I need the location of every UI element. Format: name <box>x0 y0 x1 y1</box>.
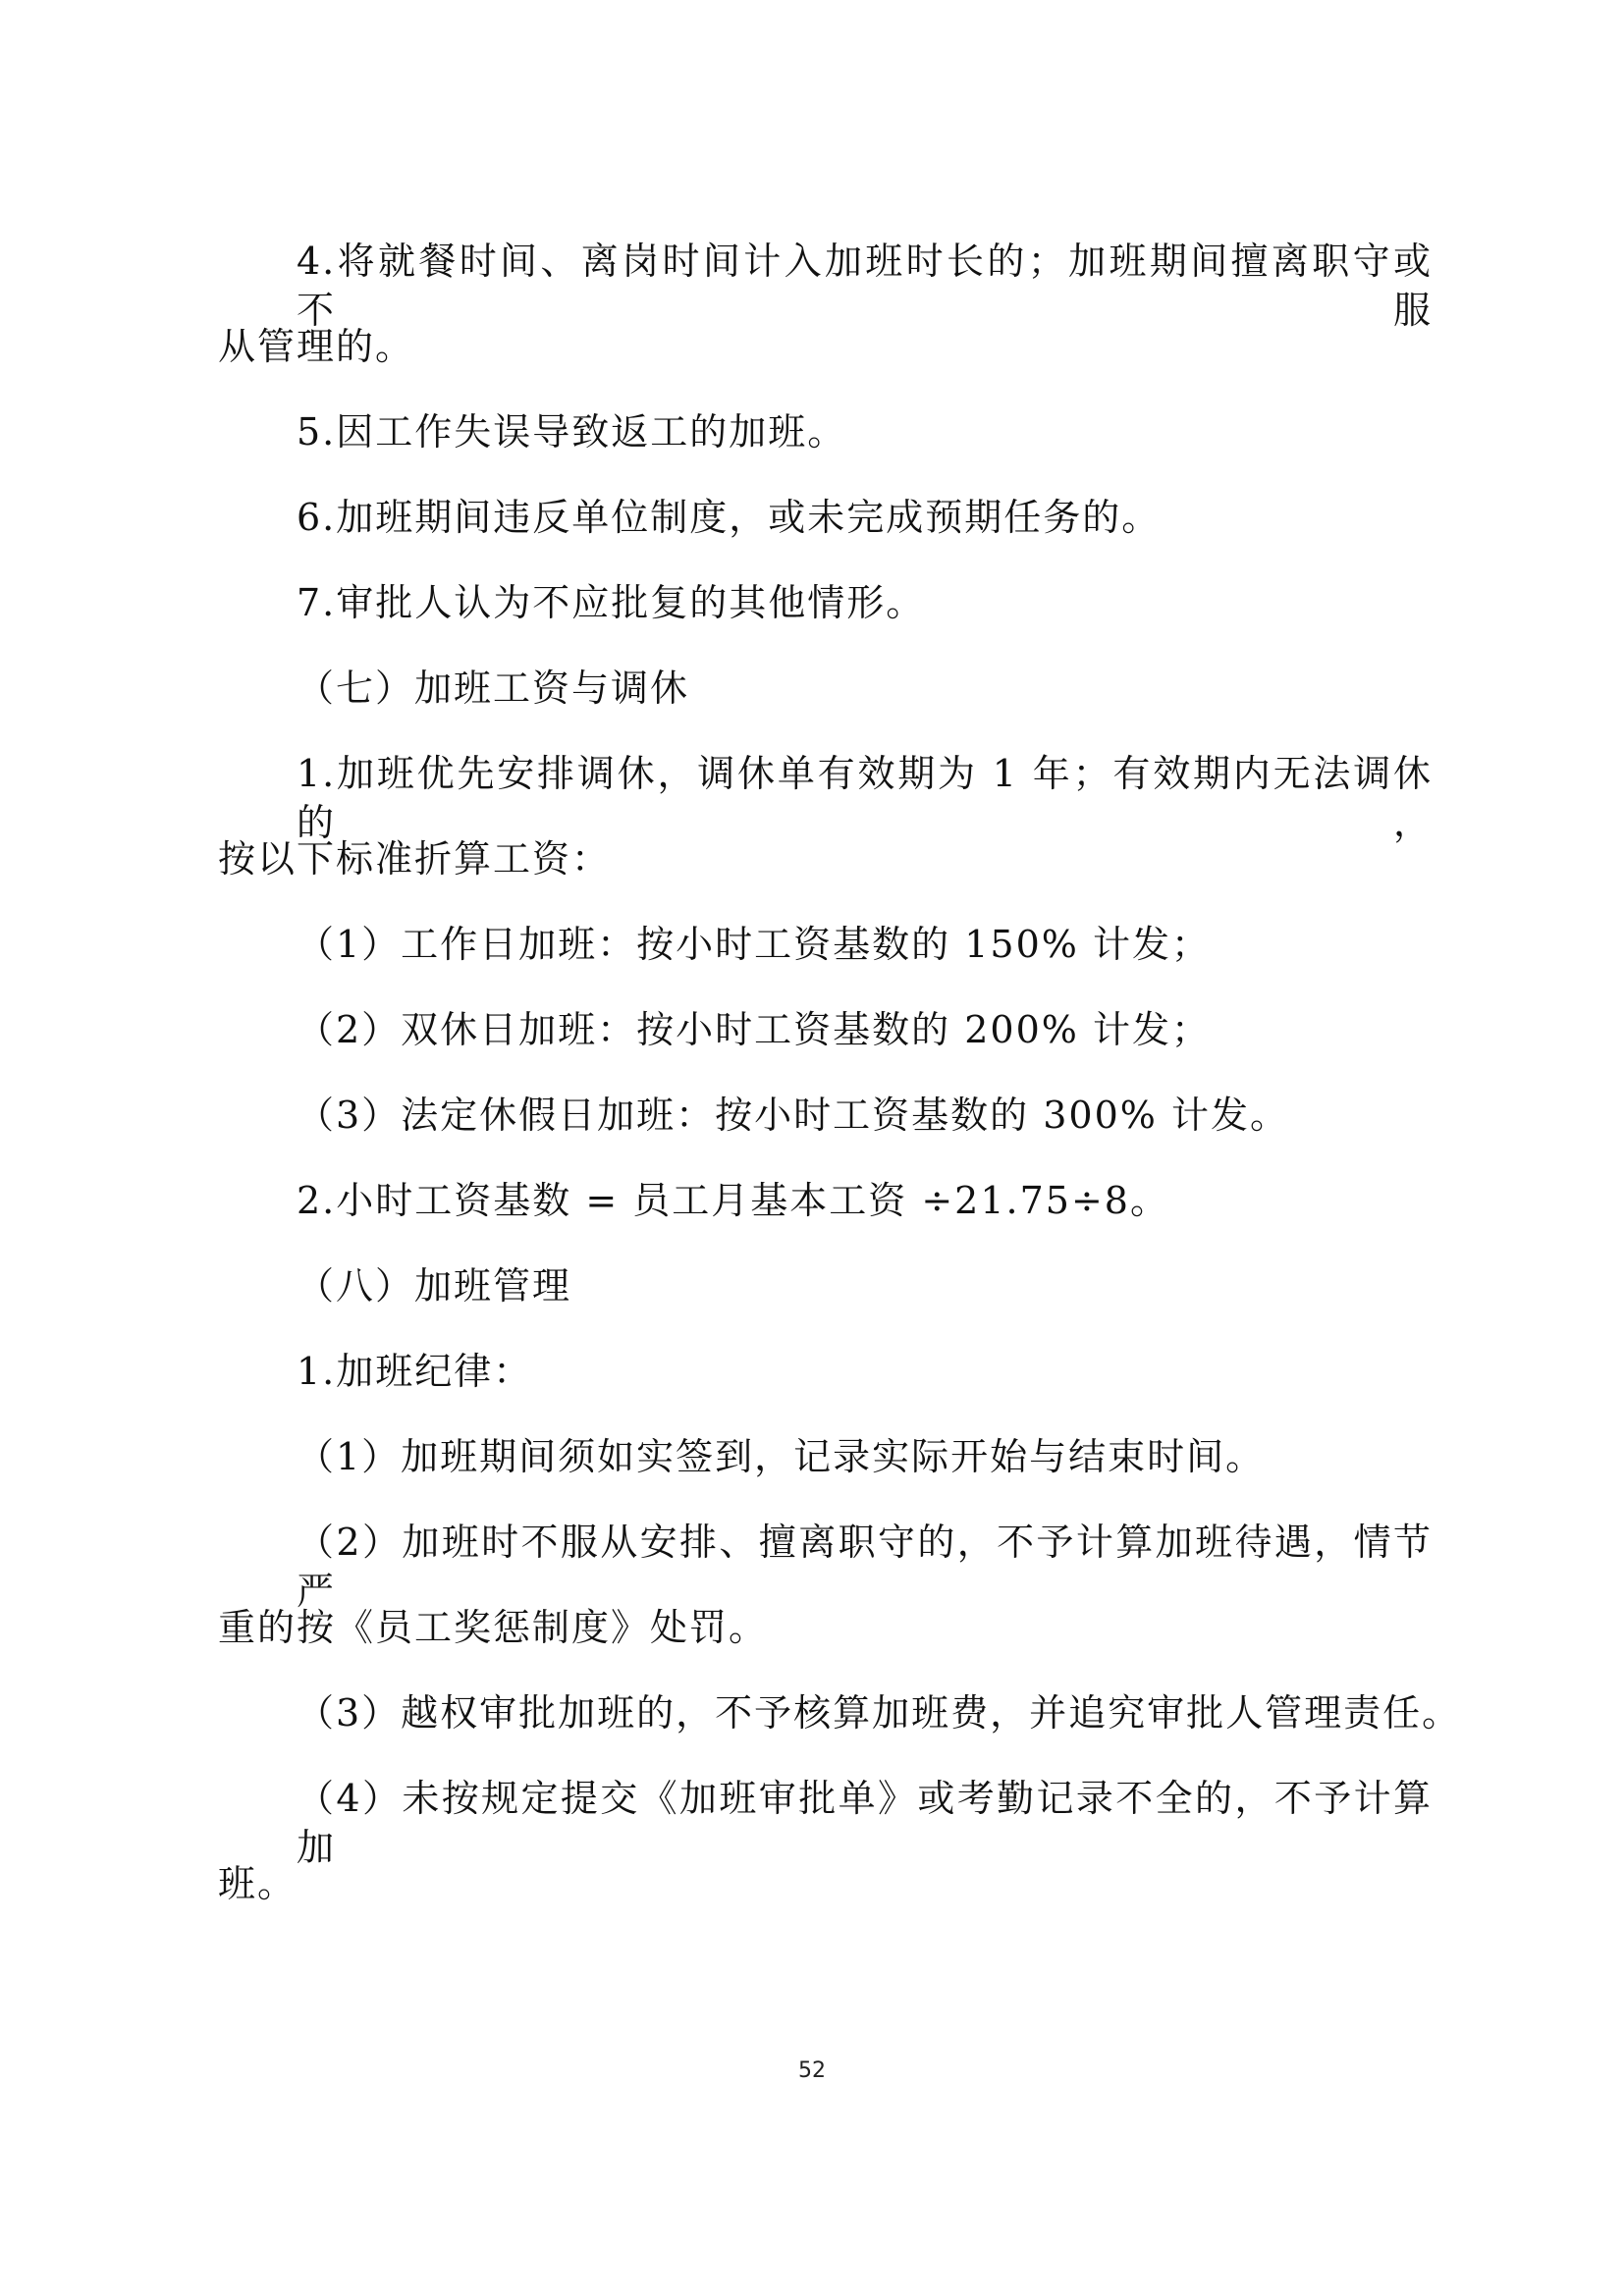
paragraph-rate-weekday: （1）工作日加班：按小时工资基数的 150% 计发； <box>297 923 1211 966</box>
paragraph-discipline-2-line-1: （2）加班时不服从安排、擅离职守的，不予计算加班待遇，情节严 <box>297 1521 1433 1613</box>
section-heading-7: （七）加班工资与调休 <box>297 667 690 710</box>
paragraph-discipline-4-line-1: （4）未按规定提交《加班审批单》或考勤记录不全的，不予计算加 <box>297 1777 1433 1869</box>
paragraph-item-5: 5.因工作失误导致返工的加班。 <box>297 410 847 454</box>
paragraph-item-4-line-1: 4.将就餐时间、离岗时间计入加班时长的；加班期间擅离职守或不服 <box>297 240 1433 332</box>
paragraph-discipline-2-line-2: 重的按《员工奖惩制度》处罚。 <box>218 1606 769 1649</box>
paragraph-item-6: 6.加班期间违反单位制度，或未完成预期任务的。 <box>297 496 1162 539</box>
paragraph-item-4-line-2: 从管理的。 <box>218 325 415 368</box>
section-heading-8: （八）加班管理 <box>297 1264 572 1308</box>
page-number: 52 <box>798 2058 826 2083</box>
paragraph-discipline: 1.加班纪律： <box>297 1350 533 1393</box>
paragraph-discipline-4-line-2: 班。 <box>218 1862 298 1905</box>
paragraph-rate-weekend: （2）双休日加班：按小时工资基数的 200% 计发； <box>297 1008 1211 1051</box>
paragraph-item-7: 7.审批人认为不应批复的其他情形。 <box>297 581 926 624</box>
paragraph-rate-holiday: （3）法定休假日加班：按小时工资基数的 300% 计发。 <box>297 1094 1289 1137</box>
paragraph-discipline-3: （3）越权审批加班的，不予核算加班费，并追究审批人管理责任。 <box>297 1691 1462 1735</box>
paragraph-discipline-1: （1）加班期间须如实签到，记录实际开始与结束时间。 <box>297 1435 1266 1478</box>
paragraph-overtime-1-line-1: 1.加班优先安排调休，调休单有效期为 1 年；有效期内无法调休的， <box>297 752 1433 844</box>
paragraph-hourly-base: 2.小时工资基数 = 员工月基本工资 ÷21.75÷8。 <box>297 1179 1169 1222</box>
paragraph-overtime-1-line-2: 按以下标准折算工资： <box>218 837 612 881</box>
